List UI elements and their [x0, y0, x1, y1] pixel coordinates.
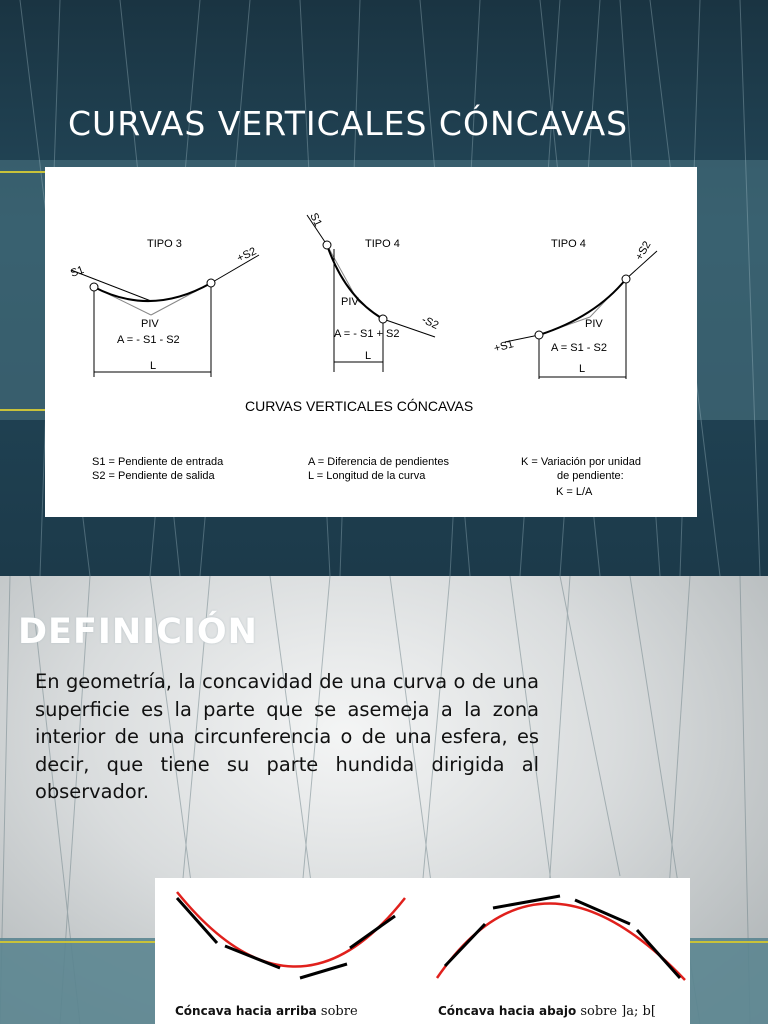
section-heading: DEFINICIÓN [18, 612, 258, 652]
legend-k-line1: K = Variación por unidad [521, 456, 641, 468]
legend-s1: S1 = Pendiente de entrada [92, 456, 224, 468]
type-4a-formula: A = - S1 + S2 [334, 328, 400, 340]
slide-2 [0, 576, 768, 1024]
legend-s2: S2 = Pendiente de salida [92, 470, 215, 482]
concave-down-diagram [437, 896, 685, 980]
type-3-piv-label: PIV [141, 318, 159, 330]
type-4b-length-label: L [579, 363, 586, 375]
type-4a-length-label: L [365, 350, 372, 362]
definition-paragraph: En geometría, la concavidad de una curva o de una superficie es la parte que se asemeja a la zona interior de una circunferencia o de una esfera, es decir, que tiene su parte hundida dirigida al observador. [35, 670, 539, 803]
type-3-s2-label: +S2 [235, 245, 259, 265]
type-3-formula: A = - S1 - S2 [117, 334, 180, 346]
type-4b-piv-label: PIV [585, 318, 603, 330]
type-4a-s1-label: S1 [307, 211, 324, 229]
caption-concave-down: Cóncava hacia abajo sobre ]a; b[ [438, 1004, 656, 1019]
caption-concave-up: Cóncava hacia arriba sobre [175, 1004, 358, 1019]
type-3-diagram [69, 238, 259, 377]
concavity-figure [155, 878, 690, 1024]
type-4b-diagram [493, 238, 657, 379]
legend-l: L = Longitud de la curva [308, 470, 426, 482]
legend-a: A = Diferencia de pendientes [308, 456, 449, 468]
legend-k-line2: de pendiente: [557, 470, 624, 482]
concave-up-diagram [177, 892, 405, 978]
type-3-length-label: L [150, 360, 157, 372]
type-4b-s1-label: +S1 [492, 338, 515, 355]
type-4b-title: TIPO 4 [551, 238, 586, 250]
type-4a-s2-label: -S2 [419, 313, 441, 332]
type-4a-diagram [307, 211, 440, 372]
figure-caption: CURVAS VERTICALES CÓNCAVAS [245, 398, 474, 414]
type-3-title: TIPO 3 [147, 238, 182, 250]
type-4a-title: TIPO 4 [365, 238, 400, 250]
slide-title: CURVAS VERTICALES CÓNCAVAS [68, 104, 629, 143]
type-4b-s2-label: +S2 [633, 239, 654, 263]
vertical-curves-diagram [45, 167, 697, 517]
legend-k-line3: K = L/A [556, 486, 593, 498]
type-3-s1-label: S1 [68, 263, 86, 280]
type-4a-piv-label: PIV [341, 296, 359, 308]
type-4b-formula: A = S1 - S2 [551, 342, 607, 354]
